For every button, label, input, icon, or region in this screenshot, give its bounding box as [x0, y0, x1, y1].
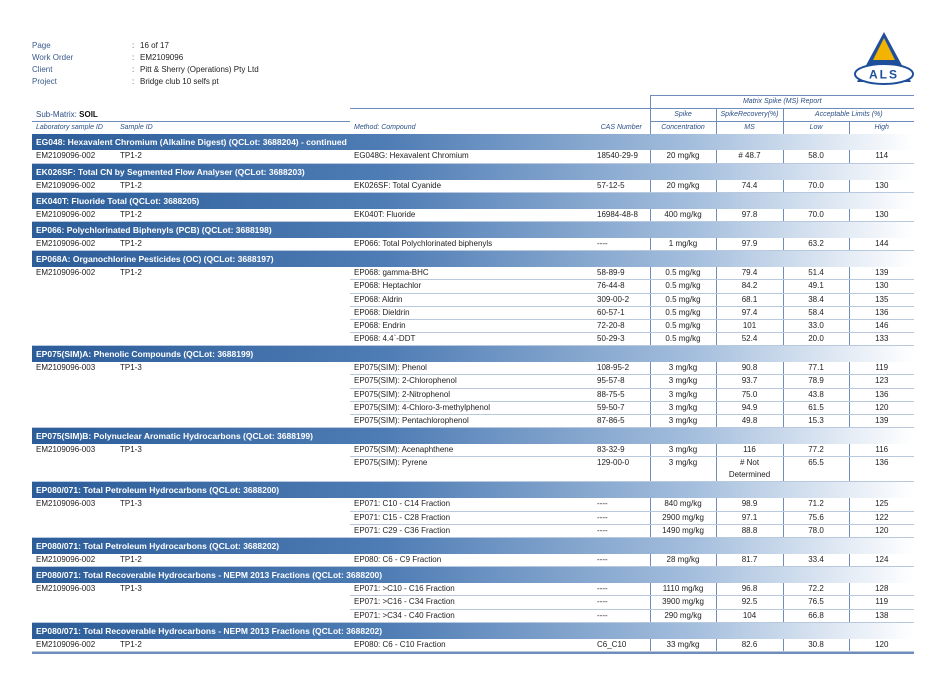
sample-id-cell [116, 457, 350, 482]
lab-sample-id-cell [32, 415, 116, 428]
spike-concentration-cell: 1490 mg/kg [650, 524, 716, 537]
cas-number-cell: 58-89-9 [593, 267, 650, 280]
compound-cell: EP068: Heptachlor [350, 280, 593, 293]
compound-cell: EP068: Endrin [350, 319, 593, 332]
low-heading: Low [783, 122, 849, 135]
table-row [32, 498, 914, 511]
spike-recovery-cell: 49.8 [716, 415, 783, 428]
limit-low-cell: 51.4 [783, 267, 849, 280]
limit-high-cell: 114 [849, 150, 914, 163]
work-order-label: Work Order [32, 53, 74, 62]
lab-sample-id-cell: EM2109096-003 [36, 584, 96, 594]
spike-concentration-cell: 3 mg/kg [650, 375, 716, 388]
spike-concentration-cell: 840 mg/kg [650, 498, 716, 511]
table-row [32, 415, 914, 428]
limit-high-cell: 130 [849, 180, 914, 193]
lab-sample-id-cell [32, 280, 116, 293]
section-header [32, 622, 914, 639]
table-row [32, 609, 914, 622]
section-header [32, 482, 914, 499]
spike-concentration-cell: 28 mg/kg [650, 554, 716, 567]
spike-recovery-cell: 94.9 [716, 401, 783, 414]
limit-high-cell: 125 [849, 498, 914, 511]
cas-number-cell: ---- [593, 583, 650, 596]
limit-high-cell: 138 [849, 609, 914, 622]
sample-id-cell [116, 511, 350, 524]
lab-sample-id-cell: EM2109096-002 [32, 639, 116, 652]
spike-concentration-cell: 3900 mg/kg [650, 596, 716, 609]
compound-cell: EP075(SIM): Pentachlorophenol [350, 415, 593, 428]
table-row [32, 306, 914, 319]
project-label: Project [32, 77, 57, 86]
compound-cell: EP075(SIM): 2-Chlorophenol [350, 375, 593, 388]
spike-concentration-cell: 0.5 mg/kg [650, 293, 716, 306]
cas-number-cell: 60-57-1 [593, 306, 650, 319]
limit-high-cell: 136 [849, 388, 914, 401]
sample-id-cell [116, 401, 350, 414]
sample-id-cell [116, 524, 350, 537]
table-body [32, 134, 914, 651]
section-title: EP080/071: Total Petroleum Hydrocarbons (QCLot: 3688202) [32, 537, 914, 554]
limit-low-cell: 71.2 [783, 498, 849, 511]
spike-concentration-cell: 33 mg/kg [650, 639, 716, 652]
sample-id-cell: TP1-2 [116, 238, 350, 251]
sample-id-cell [116, 319, 350, 332]
spike-recovery-cell: # Not Determined [716, 457, 783, 482]
table-row [32, 596, 914, 609]
spike-heading: Spike [650, 109, 716, 122]
spike-recovery-cell: 68.1 [716, 293, 783, 306]
sample-id-cell: TP1-3 [120, 499, 142, 509]
limit-low-cell: 76.5 [783, 596, 849, 609]
sample-id-cell [116, 306, 350, 319]
table-row [32, 401, 914, 414]
limit-high-cell: 124 [849, 554, 914, 567]
lab-sample-id-cell: EM2109096-002 [32, 180, 116, 193]
limit-high-cell: 123 [849, 375, 914, 388]
cas-number-cell: 57-12-5 [593, 180, 650, 193]
limit-high-cell: 146 [849, 319, 914, 332]
sample-id-cell: TP1-2 [116, 180, 350, 193]
limit-low-cell: 49.1 [783, 280, 849, 293]
cas-number-cell: C6_C10 [593, 639, 650, 652]
sample-id-heading: Sample ID [120, 124, 153, 132]
spike-recovery-cell: 98.9 [716, 498, 783, 511]
table-row [32, 511, 914, 524]
compound-cell: EP071: >C16 - C34 Fraction [350, 596, 593, 609]
table-row [32, 267, 914, 280]
ms-heading: MS [716, 122, 783, 135]
limit-low-cell: 33.0 [783, 319, 849, 332]
compound-cell: EP075(SIM): 2-Nitrophenol [350, 388, 593, 401]
section-header [32, 251, 914, 268]
section-header [32, 163, 914, 180]
section-title: EP080/071: Total Petroleum Hydrocarbons (QCLot: 3688200) [32, 482, 914, 499]
header-work-order-row: Work Order : EM2109096 [32, 53, 184, 62]
spike-recovery-cell: 90.8 [716, 362, 783, 375]
limit-low-cell: 72.2 [783, 583, 849, 596]
spike-concentration-cell: 0.5 mg/kg [650, 280, 716, 293]
spike-concentration-cell: 0.5 mg/kg [650, 267, 716, 280]
limit-low-cell: 30.8 [783, 639, 849, 652]
client-value: Pitt & Sherry (Operations) Pty Ltd [140, 65, 259, 74]
spike-concentration-cell: 3 mg/kg [650, 388, 716, 401]
cas-number-cell: ---- [593, 596, 650, 609]
compound-cell: EK026SF: Total Cyanide [350, 180, 593, 193]
sample-id-cell [116, 375, 350, 388]
limit-low-cell: 77.2 [783, 444, 849, 457]
sample-id-cell [116, 596, 350, 609]
compound-cell: EP068: gamma-BHC [350, 267, 593, 280]
spike-concentration-cell: 20 mg/kg [650, 150, 716, 163]
sample-id-cell [116, 609, 350, 622]
lab-sample-id-cell [32, 401, 116, 414]
spike-concentration-cell: 0.5 mg/kg [650, 319, 716, 332]
spike-recovery-cell: 93.7 [716, 375, 783, 388]
lab-sample-id-cell: EM2109096-002 [32, 150, 116, 163]
table-row [32, 444, 914, 457]
section-header [32, 221, 914, 238]
limit-high-cell: 120 [849, 639, 914, 652]
table-row [32, 333, 914, 346]
limit-high-cell: 128 [849, 583, 914, 596]
table-row [32, 457, 914, 482]
table-row [32, 319, 914, 332]
lab-sample-id-cell [32, 319, 116, 332]
section-title: EP080/071: Total Recoverable Hydrocarbons - NEPM 2013 Fractions (QCLot: 3688202) [32, 622, 914, 639]
compound-cell: EP071: C29 - C36 Fraction [350, 524, 593, 537]
lab-sample-id-cell [32, 511, 116, 524]
spike-recovery-cell: 82.6 [716, 639, 783, 652]
table-row [32, 375, 914, 388]
spike-recovery-cell: 81.7 [716, 554, 783, 567]
header-client-row: Client : Pitt & Sherry (Operations) Pty Ltd [32, 65, 259, 74]
lab-sample-id-cell: EM2109096-002 [32, 554, 116, 567]
acceptable-limits-heading: Acceptable Limits (%) [783, 109, 914, 122]
table-row [32, 388, 914, 401]
sample-id-cell: TP1-2 [116, 554, 350, 567]
cas-number-cell: ---- [593, 554, 650, 567]
compound-cell: EP071: C10 - C14 Fraction [350, 498, 593, 511]
spike-concentration-cell: 3 mg/kg [650, 362, 716, 375]
work-order-value: EM2109096 [140, 53, 184, 62]
spike-recovery-cell: 74.4 [716, 180, 783, 193]
lab-sample-id-cell: EM2109096-002 [32, 238, 116, 251]
limit-low-cell: 65.5 [783, 457, 849, 482]
limit-high-cell: 139 [849, 415, 914, 428]
lab-sample-id-cell [32, 333, 116, 346]
spike-concentration-cell: 3 mg/kg [650, 415, 716, 428]
limit-high-cell: 135 [849, 293, 914, 306]
spike-recovery-cell: 88.8 [716, 524, 783, 537]
spike-recovery-cell: 97.9 [716, 238, 783, 251]
cas-heading: CAS Number [600, 123, 642, 131]
limit-high-cell: 119 [849, 362, 914, 375]
section-title: EG048: Hexavalent Chromium (Alkaline Digest) (QCLot: 3688204) - continued [32, 134, 914, 150]
limit-high-cell: 119 [849, 596, 914, 609]
cas-number-cell: 59-50-7 [593, 401, 650, 414]
compound-cell: EP075(SIM): 4-Chloro-3-methylphenol [350, 401, 593, 414]
limit-low-cell: 70.0 [783, 180, 849, 193]
section-header [32, 192, 914, 209]
cas-number-cell: ---- [593, 498, 650, 511]
compound-cell: EP068: Aldrin [350, 293, 593, 306]
limit-low-cell: 75.6 [783, 511, 849, 524]
table-row [32, 280, 914, 293]
sample-id-cell: TP1-2 [120, 268, 142, 278]
limit-low-cell: 63.2 [783, 238, 849, 251]
cas-number-cell: 95-57-8 [593, 375, 650, 388]
section-title: EK026SF: Total CN by Segmented Flow Analyser (QCLot: 3688203) [32, 163, 914, 180]
section-title: EP068A: Organochlorine Pesticides (OC) (QCLot: 3688197) [32, 251, 914, 268]
cas-number-cell: 88-75-5 [593, 388, 650, 401]
cas-number-cell: 16984-48-8 [593, 209, 650, 222]
spike-recovery-cell: 97.4 [716, 306, 783, 319]
spike-concentration-cell: 20 mg/kg [650, 180, 716, 193]
cas-number-cell: 50-29-3 [593, 333, 650, 346]
cas-number-cell: 72-20-8 [593, 319, 650, 332]
section-header [32, 537, 914, 554]
section-title: EP075(SIM)A: Phenolic Compounds (QCLot: 3688199) [32, 346, 914, 363]
table-row [32, 293, 914, 306]
concentration-heading: Concentration [650, 122, 716, 135]
limit-high-cell: 130 [849, 209, 914, 222]
lab-sample-id-cell: EM2109096-003 [36, 499, 96, 509]
limit-low-cell: 43.8 [783, 388, 849, 401]
high-heading: High [849, 122, 914, 135]
section-title: EP066: Polychlorinated Biphenyls (PCB) (QCLot: 3688198) [32, 221, 914, 238]
limit-high-cell: 133 [849, 333, 914, 346]
limit-high-cell: 122 [849, 511, 914, 524]
spike-recovery-cell: 97.8 [716, 209, 783, 222]
compound-cell: EP080: C6 - C9 Fraction [350, 554, 593, 567]
logo-text: ALS [869, 67, 899, 82]
table-row [32, 180, 914, 193]
report-header [32, 40, 259, 88]
limit-high-cell: 120 [849, 524, 914, 537]
spike-recovery-heading: SpikeRecovery(%) [716, 109, 783, 122]
section-title: EK040T: Fluoride Total (QCLot: 3688205) [32, 192, 914, 209]
spike-recovery-cell: 92.5 [716, 596, 783, 609]
limit-high-cell: 136 [849, 306, 914, 319]
spike-concentration-cell: 3 mg/kg [650, 457, 716, 482]
sample-id-cell: TP1-2 [116, 639, 350, 652]
lab-sample-id-cell: EM2109096-002 [32, 209, 116, 222]
cas-number-cell: ---- [593, 511, 650, 524]
lab-sample-id-cell [32, 375, 116, 388]
method-heading: Method: Compound [354, 124, 416, 132]
spike-recovery-cell: 79.4 [716, 267, 783, 280]
limit-low-cell: 61.5 [783, 401, 849, 414]
section-title: EP075(SIM)B: Polynuclear Aromatic Hydrocarbons (QCLot: 3688199) [32, 428, 914, 445]
table-row [32, 238, 914, 251]
sample-id-cell [116, 415, 350, 428]
compound-cell: EP071: C15 - C28 Fraction [350, 511, 593, 524]
spike-concentration-cell: 0.5 mg/kg [650, 306, 716, 319]
cas-number-cell: ---- [593, 238, 650, 251]
client-label: Client [32, 65, 53, 74]
spike-recovery-cell: 75.0 [716, 388, 783, 401]
cas-number-cell: 18540-29-9 [593, 150, 650, 163]
spike-concentration-cell: 3 mg/kg [650, 401, 716, 414]
limit-low-cell: 58.0 [783, 150, 849, 163]
ms-report-heading: Matrix Spike (MS) Report [650, 96, 914, 109]
cas-number-cell: 309-00-2 [593, 293, 650, 306]
spike-concentration-cell: 3 mg/kg [650, 444, 716, 457]
page-value: 16 of 17 [140, 41, 169, 50]
sample-id-cell: TP1-2 [116, 209, 350, 222]
sample-id-cell [116, 333, 350, 346]
sample-id-cell [116, 293, 350, 306]
lab-sample-id-cell: EM2109096-002 [36, 268, 96, 278]
table-bottom-rule [32, 652, 914, 654]
limit-low-cell: 15.3 [783, 415, 849, 428]
sample-id-cell: TP1-2 [116, 150, 350, 163]
section-header [32, 567, 914, 584]
table-row [32, 554, 914, 567]
lab-sample-id-cell: EM2109096-003 [36, 445, 96, 455]
lab-sample-id-cell [32, 457, 116, 482]
spike-concentration-cell: 0.5 mg/kg [650, 333, 716, 346]
sample-id-cell [116, 280, 350, 293]
limit-low-cell: 66.8 [783, 609, 849, 622]
section-header [32, 346, 914, 363]
table-row [32, 583, 914, 596]
compound-cell: EP075(SIM): Pyrene [350, 457, 593, 482]
limit-low-cell: 33.4 [783, 554, 849, 567]
spike-recovery-cell: # 48.7 [716, 150, 783, 163]
spike-concentration-cell: 2900 mg/kg [650, 511, 716, 524]
sample-id-cell [116, 388, 350, 401]
table-row [32, 639, 914, 652]
lab-sample-id-cell [32, 388, 116, 401]
als-logo-icon [853, 30, 915, 88]
limit-low-cell: 58.4 [783, 306, 849, 319]
spike-recovery-cell: 104 [716, 609, 783, 622]
header-project-row: Project : Bridge club 10 selfs pt [32, 77, 219, 86]
matrix-spike-table [32, 95, 914, 652]
table-row [32, 209, 914, 222]
limit-low-cell: 20.0 [783, 333, 849, 346]
spike-recovery-cell: 97.1 [716, 511, 783, 524]
spike-recovery-cell: 96.8 [716, 583, 783, 596]
compound-cell: EK040T: Fluoride [350, 209, 593, 222]
lab-id-heading: Laboratory sample ID [36, 124, 103, 132]
compound-cell: EP075(SIM): Acenaphthene [350, 444, 593, 457]
header-row-3 [32, 122, 914, 135]
limit-high-cell: 130 [849, 280, 914, 293]
cas-number-cell: 76-44-8 [593, 280, 650, 293]
sub-matrix: Sub-Matrix: SOIL [32, 96, 350, 122]
table-row [32, 524, 914, 537]
table-row [32, 150, 914, 163]
spike-recovery-cell: 84.2 [716, 280, 783, 293]
spike-recovery-cell: 101 [716, 319, 783, 332]
compound-cell: EP068: Dieldrin [350, 306, 593, 319]
header-page-row: Page : 16 of 17 [32, 41, 169, 50]
cas-number-cell: 108-95-2 [593, 362, 650, 375]
limit-low-cell: 77.1 [783, 362, 849, 375]
lab-sample-id-cell [32, 609, 116, 622]
spike-concentration-cell: 400 mg/kg [650, 209, 716, 222]
page-label: Page [32, 41, 51, 50]
spike-recovery-cell: 116 [716, 444, 783, 457]
limit-low-cell: 78.9 [783, 375, 849, 388]
limit-high-cell: 120 [849, 401, 914, 414]
lab-sample-id-cell: EM2109096-003 [36, 363, 96, 373]
compound-cell: EG048G: Hexavalent Chromium [350, 150, 593, 163]
cas-number-cell: 129-00-0 [593, 457, 650, 482]
spike-concentration-cell: 1110 mg/kg [650, 583, 716, 596]
spike-recovery-cell: 52.4 [716, 333, 783, 346]
limit-low-cell: 78.0 [783, 524, 849, 537]
compound-cell: EP071: >C34 - C40 Fraction [350, 609, 593, 622]
limit-low-cell: 70.0 [783, 209, 849, 222]
cas-number-cell: ---- [593, 609, 650, 622]
sample-id-cell: TP1-3 [120, 584, 142, 594]
compound-cell: EP068: 4.4`-DDT [350, 333, 593, 346]
table-row [32, 362, 914, 375]
project-value: Bridge club 10 selfs pt [140, 77, 219, 86]
cas-number-cell: 87-86-5 [593, 415, 650, 428]
compound-cell: EP071: >C10 - C16 Fraction [350, 583, 593, 596]
limit-high-cell: 144 [849, 238, 914, 251]
cas-number-cell: 83-32-9 [593, 444, 650, 457]
spike-concentration-cell: 290 mg/kg [650, 609, 716, 622]
spike-concentration-cell: 1 mg/kg [650, 238, 716, 251]
compound-cell: EP080: C6 - C10 Fraction [350, 639, 593, 652]
lab-sample-id-cell [32, 596, 116, 609]
section-header [32, 134, 914, 150]
limit-high-cell: 136 [849, 457, 914, 482]
limit-high-cell: 116 [849, 444, 914, 457]
cas-number-cell: ---- [593, 524, 650, 537]
limit-high-cell: 139 [849, 267, 914, 280]
compound-cell: EP075(SIM): Phenol [350, 362, 593, 375]
limit-low-cell: 38.4 [783, 293, 849, 306]
lab-sample-id-cell [32, 524, 116, 537]
header-row-1 [32, 96, 914, 109]
sample-id-cell: TP1-3 [120, 445, 142, 455]
lab-sample-id-cell [32, 306, 116, 319]
sample-id-cell: TP1-3 [120, 363, 142, 373]
section-header [32, 428, 914, 445]
compound-cell: EP066: Total Polychlorinated biphenyls [350, 238, 593, 251]
section-title: EP080/071: Total Recoverable Hydrocarbons - NEPM 2013 Fractions (QCLot: 3688200) [32, 567, 914, 584]
lab-sample-id-cell [32, 293, 116, 306]
